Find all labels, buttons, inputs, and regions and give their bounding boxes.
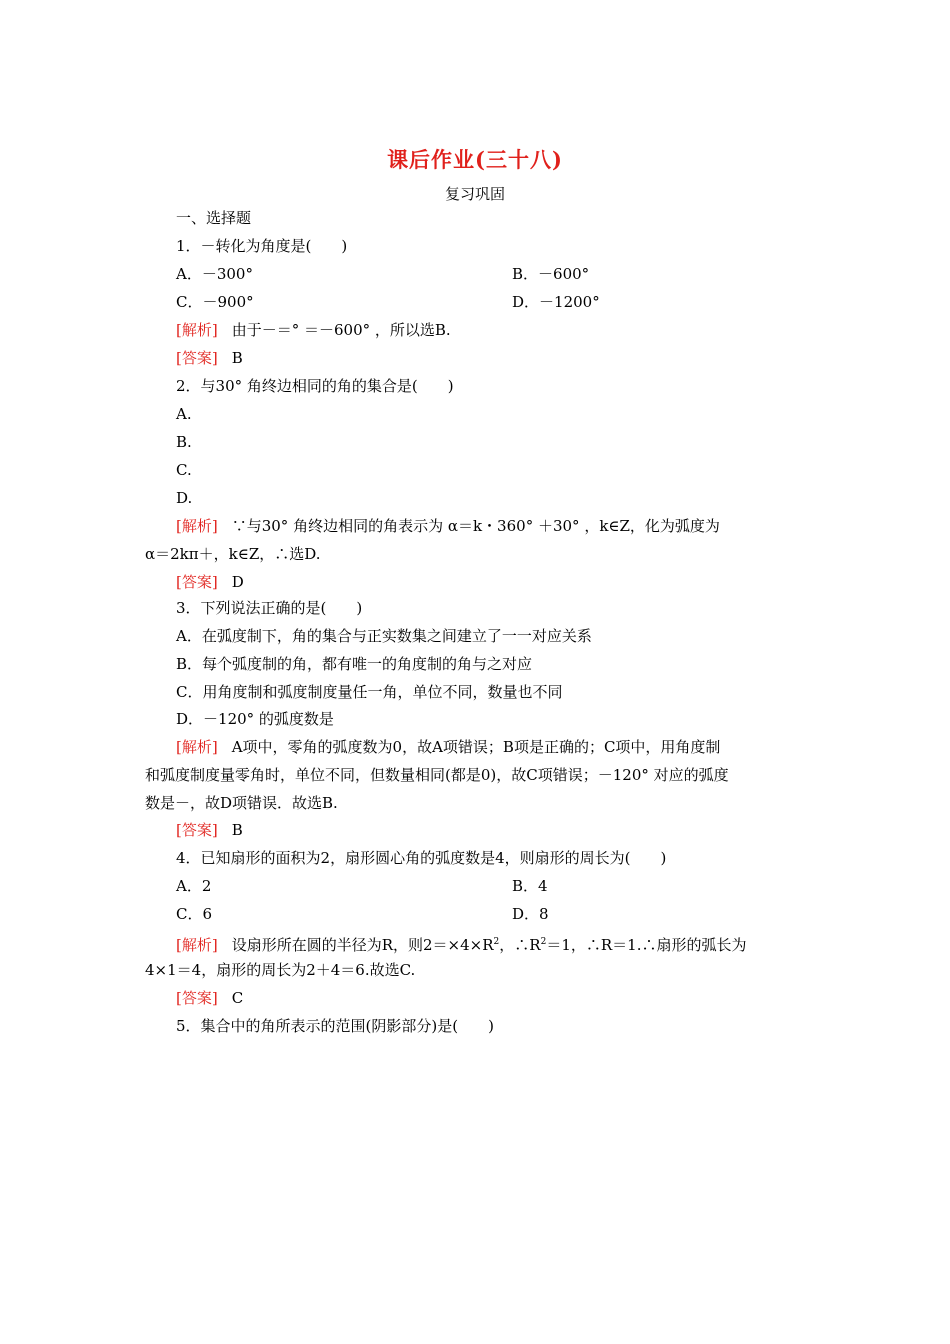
- q4-stem: 4．已知扇形的面积为2，扇形圆心角的弧度数是4，则扇形的周长为( ): [176, 849, 667, 867]
- q4-analysis-text-1c: ＝1，∴R＝1.∴扇形的弧长为: [546, 936, 747, 954]
- q3-option-c: C．用角度制和弧度制度量任一角，单位不同，数量也不同: [176, 683, 563, 701]
- q2-answer: [176, 572, 244, 592]
- q1-option-a: A．－300°: [176, 265, 253, 283]
- q1-analysis: [176, 320, 451, 340]
- answer-tag: [答案]: [176, 573, 218, 591]
- q4-answer: [176, 988, 243, 1008]
- q1-option-b: B．－600°: [512, 265, 590, 283]
- q2-analysis-text-1: ∵与30° 角终边相同的角表示为 α＝k・360° ＋30° ，k∈Z，化为弧度为: [231, 517, 720, 535]
- q4-superscript: 2: [540, 937, 547, 947]
- q2-option-a: A.: [176, 405, 192, 423]
- q4-option-c: C．6: [176, 905, 213, 923]
- q1-option-c: C．－900°: [176, 293, 254, 311]
- q5-stem: 5．集合中的角所表示的范围(阴影部分)是( ): [176, 1017, 494, 1035]
- q1-analysis-text: 由于－＝° ＝－600° ，所以选B.: [231, 321, 451, 339]
- q2-option-c: C.: [176, 461, 192, 479]
- analysis-tag: [解析]: [176, 936, 218, 954]
- q3-analysis-line-3: 数是－，故D项错误．故选B.: [145, 794, 338, 812]
- answer-tag: [答案]: [176, 989, 218, 1007]
- page-title: 课后作业(三十八): [387, 147, 563, 172]
- q3-option-d: D．－120° 的弧度数是: [176, 710, 334, 728]
- analysis-tag: [解析]: [176, 738, 218, 756]
- q4-superscript: 2: [493, 937, 500, 947]
- section-heading: 一、选择题: [176, 209, 252, 227]
- analysis-tag: [解析]: [176, 321, 218, 339]
- q4-option-a: A．2: [176, 877, 212, 895]
- q4-analysis: [176, 932, 746, 955]
- page-subtitle: 复习巩固: [444, 185, 505, 203]
- q3-analysis-line-2: 和弧度制度量零角时，单位不同，但数量相同(都是0)，故C项错误；－120° 对应的弧度: [145, 766, 729, 784]
- q1-stem: 1．－转化为角度是( ): [176, 237, 348, 255]
- q4-analysis-text-1a: 设扇形所在圆的半径为R，则2＝×4×R: [231, 936, 494, 954]
- q3-option-b: B．每个弧度制的角，都有唯一的角度制的角与之对应: [176, 655, 533, 673]
- answer-tag: [答案]: [176, 349, 218, 367]
- q2-analysis-line-2: α＝2kπ＋，k∈Z，∴选D.: [145, 545, 321, 563]
- q1-option-d: D．－1200°: [512, 293, 600, 311]
- q2-option-b: B.: [176, 433, 192, 451]
- q3-answer-text: B: [231, 821, 243, 839]
- answer-tag: [答案]: [176, 821, 218, 839]
- q2-option-d: D.: [176, 489, 193, 507]
- q4-analysis-line-2: 4×1＝4，扇形的周长为2＋4＝6.故选C.: [145, 961, 416, 979]
- q3-analysis-text-1: A项中，零角的弧度数为0，故A项错误；B项是正确的；C项中，用角度制: [231, 738, 721, 756]
- q3-analysis: [176, 737, 720, 757]
- q4-analysis-text-1b: ，∴R: [499, 936, 541, 954]
- q1-answer: [176, 348, 243, 368]
- q4-answer-text: C: [231, 989, 244, 1007]
- analysis-tag: [解析]: [176, 517, 218, 535]
- q2-analysis: [176, 516, 720, 536]
- q2-answer-text: D: [231, 573, 244, 591]
- q4-option-d: D．8: [512, 905, 549, 923]
- q3-answer: [176, 820, 243, 840]
- q2-stem: 2．与30° 角终边相同的角的集合是( ): [176, 377, 454, 395]
- q3-stem: 3．下列说法正确的是( ): [176, 599, 363, 617]
- q4-option-b: B．4: [512, 877, 548, 895]
- q3-option-a: A．在弧度制下，角的集合与正实数集之间建立了一一对应关系: [176, 627, 592, 645]
- q1-answer-text: B: [231, 349, 243, 367]
